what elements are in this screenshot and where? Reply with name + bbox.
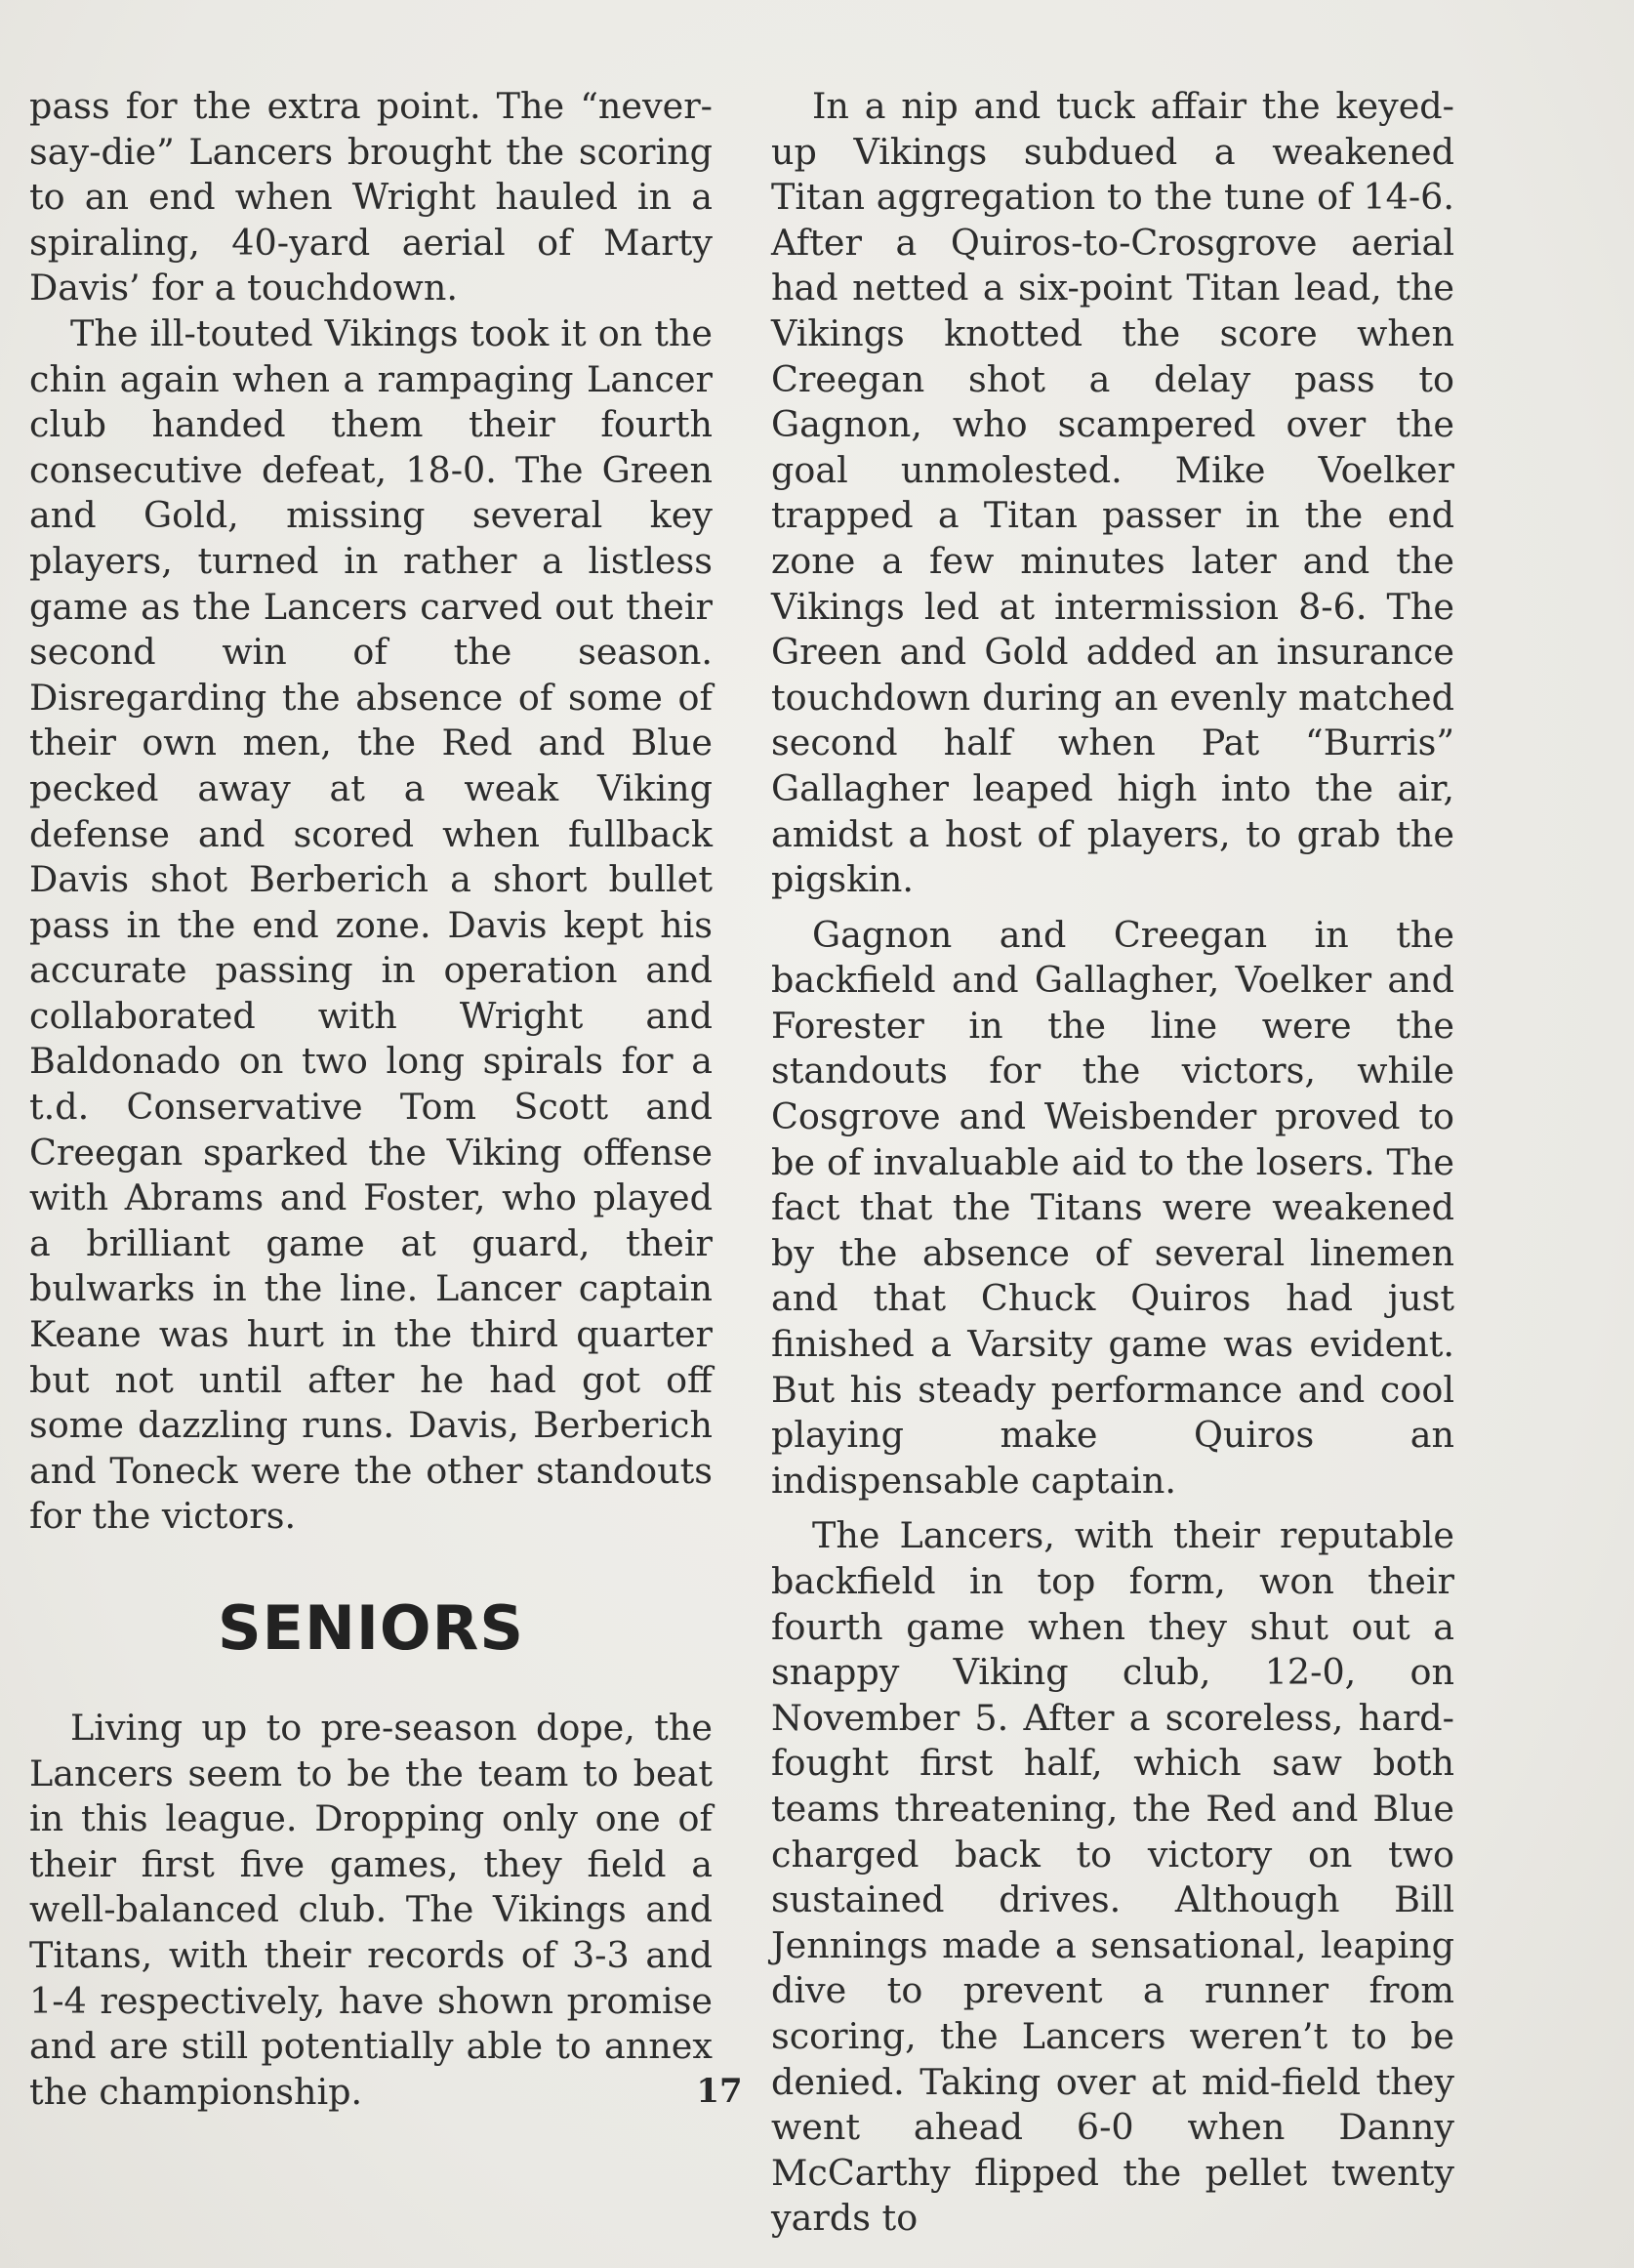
- left-column: [29, 84, 713, 2115]
- article-paragraph: pass for the extra point. The “never-say-die” Lancers brought the scoring to an end when Wright hauled in a spiraling, 40-yard aerial of Marty Davis’ for a touchdown.: [29, 85, 713, 309]
- article-paragraph: Living up to pre-season dope, the Lancers seem to be the team to beat in this league. Dropping only one of their first five games, they field a well-balanced club. The Vikings and Titans, with their records of 3-3 and 1-4 respectively, have shown promise and are still potentially able to annex the championship.: [29, 1707, 713, 2113]
- page-number: 17: [696, 2072, 743, 2111]
- article-paragraph: The Lancers, with their reputable backfield in top form, won their fourth game when they shut out a snappy Viking club, 12-0, on November 5. After a scoreless, hard-fought first half, which saw both teams threatening, the Red and Blue charged back to victory on two sustained drives. Although Bill Jennings made a sensational, leaping dive to prevent a runner from scoring, the Lancers weren’t to be denied. Taking over at mid-field they went ahead 6-0 when Danny McCarthy flipped the pellet twenty yards to: [771, 1514, 1454, 2240]
- article-paragraph: In a nip and tuck affair the keyed-up Vikings subdued a weakened Titan aggregation to the tune of 14-6. After a Quiros-to-Crosgrove aerial had netted a six-point Titan lead, the Vikings knotted the score when Creegan shot a delay pass to Gagnon, who scampered over the goal unmolested. Mike Voelker trapped a Titan passer in the end zone a few minutes later and the Vikings led at intermission 8-6. The Green and Gold added an insurance touchdown during an evenly matched second half when Pat “Burris” Gallagher leaped high into the air, amidst a host of players, to grab the pigskin.: [771, 85, 1454, 901]
- article-paragraph: Gagnon and Creegan in the backfield and Gallagher, Voelker and Forester in the line were the standouts for the victors, while Cosgrove and Weisbender proved to be of invaluable aid to the losers. The fact that the Titans were weakened by the absence of several linemen and that Chuck Quiros had just finished a Varsity game was evident. But his steady performance and cool playing make Quiros an indispensable captain.: [771, 913, 1454, 1502]
- right-column: [771, 84, 1454, 2242]
- article-paragraph: The ill-touted Vikings took it on the chin again when a rampaging Lancer club handed them their fourth consecutive defeat, 18-0. The Green and Gold, missing several key players, turned in rather a listless game as the Lancers carved out their second win of the season. Disregarding the absence of some of their own men, the Red and Blue pecked away at a weak Viking defense and scored when fullback Davis shot Berberich a short bullet pass in the end zone. Davis kept his accurate passing in operation and collaborated with Wright and Baldonado on two long spirals for a t.d. Conservative Tom Scott and Creegan sparked the Viking offense with Abrams and Foster, who played a brilliant game at guard, their bulwarks in the line. Lancer captain Keane was hurt in the third quarter but not until after he had got off some dazzling runs. Davis, Berberich and Toneck were the other standouts for the victors.: [29, 311, 713, 1538]
- section-heading-seniors: SENIORS: [217, 1592, 525, 1664]
